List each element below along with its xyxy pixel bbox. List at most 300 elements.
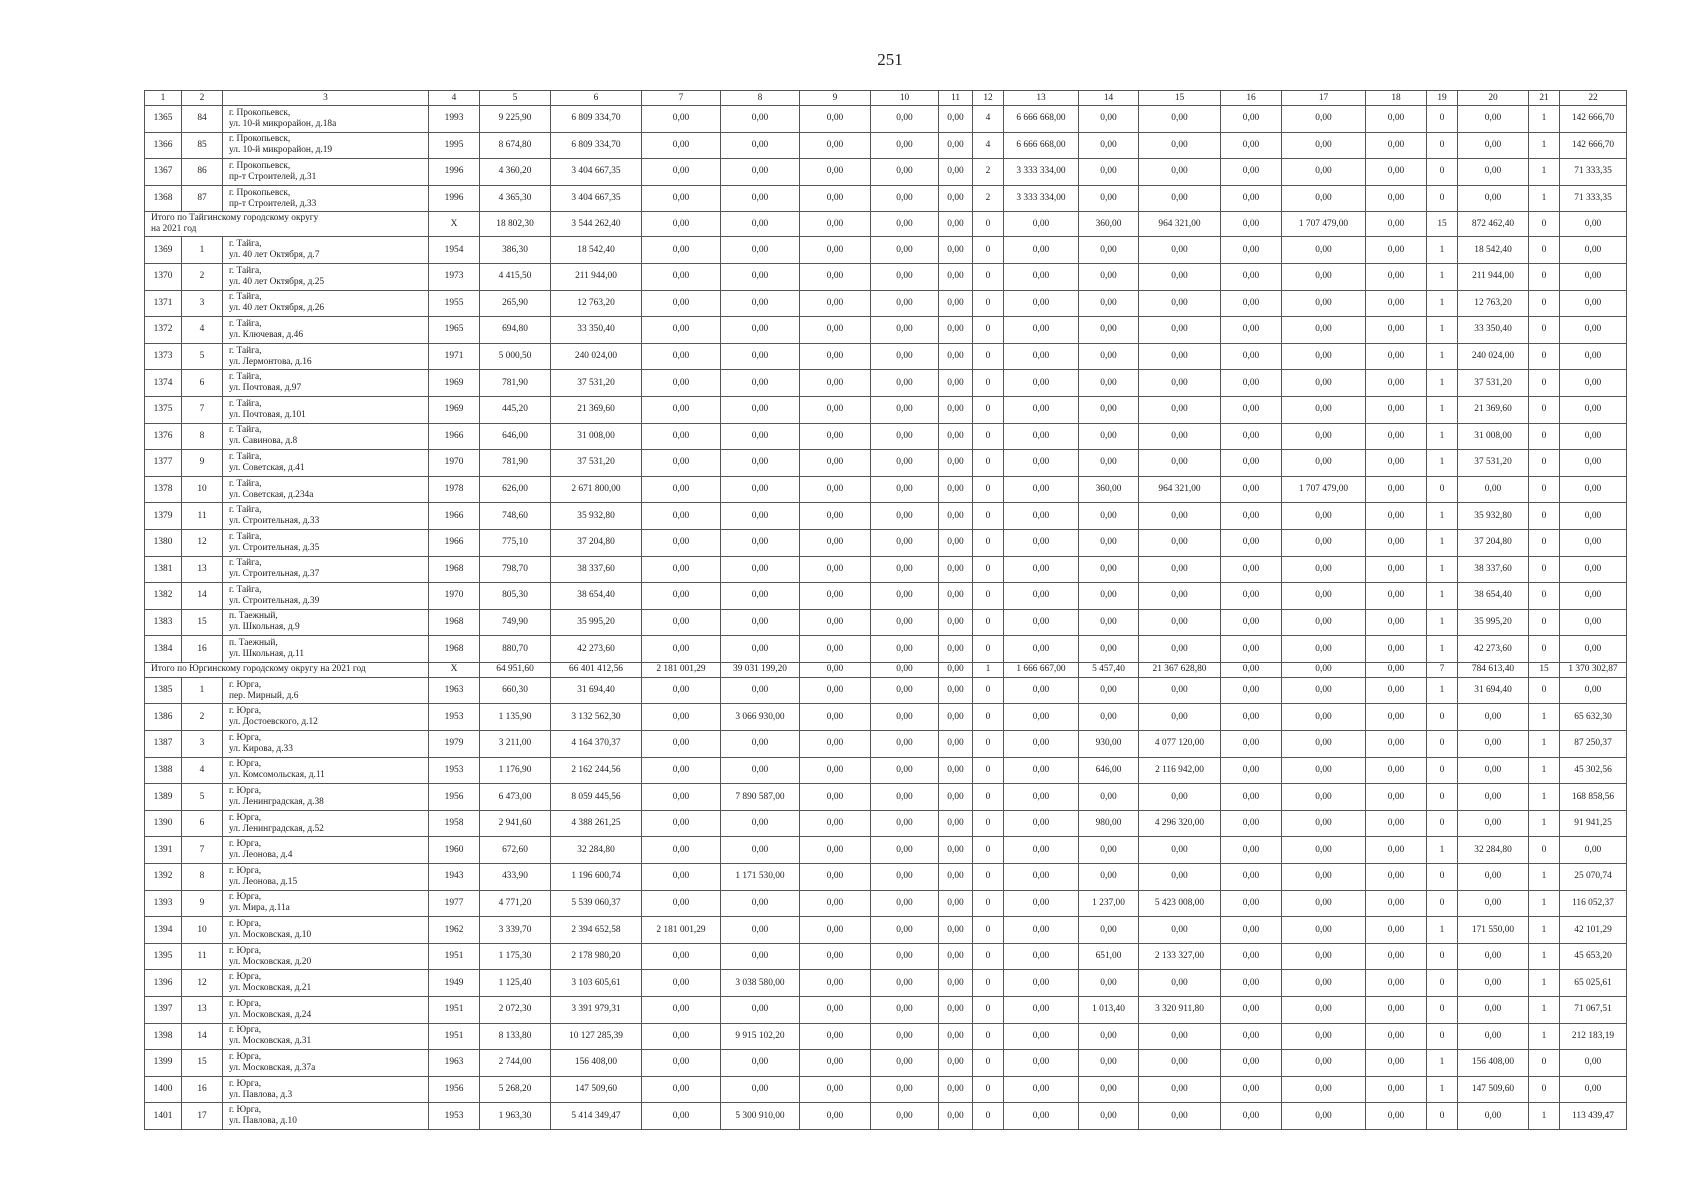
value-cell-15: 4 296 320,00 (1139, 810, 1221, 837)
value-cell-16: 0,00 (1221, 290, 1282, 317)
value-cell-13: 0,00 (1004, 864, 1079, 891)
address-cell (223, 132, 429, 159)
value-cell-19: 0 (1427, 1103, 1458, 1130)
value-cell-16: 0,00 (1221, 1103, 1282, 1130)
address-cell (223, 263, 429, 290)
column-number-cell: 19 (1427, 91, 1458, 106)
value-cell-4: 1962 (429, 917, 480, 944)
address-street: ул. Советская, д.234а (229, 489, 314, 500)
value-cell-4: 1970 (429, 450, 480, 477)
value-cell-16: 0,00 (1221, 890, 1282, 917)
value-cell-21: 1 (1529, 1023, 1560, 1050)
value-cell-13: 0,00 (1004, 704, 1079, 731)
value-cell-17: 0,00 (1282, 450, 1366, 477)
address-street: ул. Московская, д.24 (229, 1009, 312, 1020)
value-cell-10: 0,00 (871, 106, 939, 133)
value-cell-15: 0,00 (1139, 636, 1221, 663)
value-cell-20: 0,00 (1458, 864, 1529, 891)
value-cell-6: 3 404 667,35 (551, 185, 642, 212)
row-number-cell: 1380 (145, 529, 182, 556)
value-cell-17: 0,00 (1282, 917, 1366, 944)
row-number-cell: 1372 (145, 317, 182, 344)
value-cell-15: 0,00 (1139, 677, 1221, 704)
value-cell-14: 0,00 (1079, 317, 1139, 344)
value-cell-18: 0,00 (1366, 263, 1427, 290)
value-cell-20: 0,00 (1458, 106, 1529, 133)
value-cell-15: 21 367 628,80 (1139, 662, 1221, 677)
table-row (145, 731, 1627, 758)
total-row (145, 662, 1627, 677)
row-number-cell: 1394 (145, 917, 182, 944)
value-cell-17: 0,00 (1282, 757, 1366, 784)
local-number-cell: 12 (182, 529, 223, 556)
value-cell-14: 0,00 (1079, 423, 1139, 450)
local-number-cell: 7 (182, 396, 223, 423)
value-cell-21: 1 (1529, 890, 1560, 917)
value-cell-4: 1951 (429, 943, 480, 970)
row-number-cell: 1382 (145, 583, 182, 610)
value-cell-4: 1971 (429, 343, 480, 370)
address-city: г. Тайга, (229, 318, 262, 329)
value-cell-21: 1 (1529, 864, 1560, 891)
value-cell-19: 1 (1427, 1076, 1458, 1103)
value-cell-22: 0,00 (1560, 503, 1627, 530)
value-cell-22: 65 632,30 (1560, 704, 1627, 731)
value-cell-15: 0,00 (1139, 343, 1221, 370)
value-cell-12: 0 (973, 784, 1004, 811)
value-cell-20: 240 024,00 (1458, 343, 1529, 370)
value-cell-8: 0,00 (721, 185, 800, 212)
column-number-cell: 8 (721, 91, 800, 106)
address-city: г. Прокопьевск, (229, 187, 291, 198)
value-cell-22: 0,00 (1560, 677, 1627, 704)
address-city: г. Юрга, (229, 732, 262, 743)
value-cell-6: 12 763,20 (551, 290, 642, 317)
value-cell-16: 0,00 (1221, 343, 1282, 370)
table-row (145, 503, 1627, 530)
value-cell-19: 7 (1427, 662, 1458, 677)
local-number-cell: 7 (182, 837, 223, 864)
value-cell-9: 0,00 (800, 343, 871, 370)
value-cell-11: 0,00 (939, 1050, 973, 1077)
value-cell-13: 0,00 (1004, 1023, 1079, 1050)
value-cell-5: 433,90 (480, 864, 551, 891)
value-cell-17: 0,00 (1282, 636, 1366, 663)
value-cell-5: 445,20 (480, 396, 551, 423)
value-cell-9: 0,00 (800, 317, 871, 344)
value-cell-17: 0,00 (1282, 583, 1366, 610)
value-cell-12: 0 (973, 704, 1004, 731)
value-cell-21: 1 (1529, 1103, 1560, 1130)
value-cell-18: 0,00 (1366, 864, 1427, 891)
value-cell-22: 65 025,61 (1560, 970, 1627, 997)
value-cell-22: 0,00 (1560, 423, 1627, 450)
value-cell-9: 0,00 (800, 450, 871, 477)
value-cell-16: 0,00 (1221, 583, 1282, 610)
column-number-cell: 13 (1004, 91, 1079, 106)
address-city: г. Тайга, (229, 425, 262, 436)
value-cell-7: 0,00 (642, 237, 721, 264)
value-cell-16: 0,00 (1221, 396, 1282, 423)
value-cell-12: 0 (973, 677, 1004, 704)
value-cell-8: 0,00 (721, 396, 800, 423)
value-cell-13: 0,00 (1004, 636, 1079, 663)
address-city: г. Тайга, (229, 239, 262, 250)
value-cell-7: 0,00 (642, 864, 721, 891)
value-cell-12: 0 (973, 997, 1004, 1024)
value-cell-14: 0,00 (1079, 1050, 1139, 1077)
value-cell-6: 32 284,80 (551, 837, 642, 864)
table-row (145, 636, 1627, 663)
address-city: г. Юрга, (229, 919, 262, 930)
address-street: ул. Павлова, д.3 (229, 1089, 293, 1100)
value-cell-22: 45 653,20 (1560, 943, 1627, 970)
value-cell-8: 0,00 (721, 159, 800, 186)
value-cell-19: 1 (1427, 423, 1458, 450)
value-cell-13: 0,00 (1004, 997, 1079, 1024)
row-number-cell: 1396 (145, 970, 182, 997)
value-cell-11: 0,00 (939, 837, 973, 864)
value-cell-6: 8 059 445,56 (551, 784, 642, 811)
address-street: ул. Лермонтова, д.16 (229, 356, 312, 367)
row-number-cell: 1366 (145, 132, 182, 159)
value-cell-13: 0,00 (1004, 784, 1079, 811)
value-cell-15: 0,00 (1139, 450, 1221, 477)
value-cell-10: 0,00 (871, 132, 939, 159)
value-cell-17: 1 707 479,00 (1282, 212, 1366, 237)
address-street: ул. Строительная, д.37 (229, 569, 320, 580)
value-cell-9: 0,00 (800, 423, 871, 450)
local-number-cell: 9 (182, 890, 223, 917)
value-cell-10: 0,00 (871, 476, 939, 503)
value-cell-7: 0,00 (642, 132, 721, 159)
value-cell-5: 5 000,50 (480, 343, 551, 370)
address-city: г. Тайга, (229, 372, 262, 383)
value-cell-18: 0,00 (1366, 1023, 1427, 1050)
address-cell (223, 1050, 429, 1077)
table-row (145, 677, 1627, 704)
address-street: ул. Московская, д.20 (229, 956, 312, 967)
value-cell-15: 0,00 (1139, 132, 1221, 159)
value-cell-5: 1 963,30 (480, 1103, 551, 1130)
address-street: ул. Почтовая, д.101 (229, 409, 306, 420)
value-cell-4: 1977 (429, 890, 480, 917)
column-number-cell: 7 (642, 91, 721, 106)
value-cell-21: 1 (1529, 731, 1560, 758)
value-cell-15: 0,00 (1139, 917, 1221, 944)
value-cell-18: 0,00 (1366, 476, 1427, 503)
value-cell-11: 0,00 (939, 237, 973, 264)
row-number-cell: 1378 (145, 476, 182, 503)
address-cell (223, 370, 429, 397)
value-cell-18: 0,00 (1366, 757, 1427, 784)
value-cell-22: 0,00 (1560, 290, 1627, 317)
value-cell-16: 0,00 (1221, 704, 1282, 731)
value-cell-21: 1 (1529, 970, 1560, 997)
column-number-cell: 4 (429, 91, 480, 106)
value-cell-14: 1 013,40 (1079, 997, 1139, 1024)
value-cell-15: 0,00 (1139, 290, 1221, 317)
value-cell-9: 0,00 (800, 396, 871, 423)
value-cell-7: 0,00 (642, 450, 721, 477)
row-number-cell: 1365 (145, 106, 182, 133)
value-cell-22: 0,00 (1560, 317, 1627, 344)
value-cell-4: 1954 (429, 237, 480, 264)
value-cell-16: 0,00 (1221, 943, 1282, 970)
value-cell-10: 0,00 (871, 997, 939, 1024)
value-cell-13: 0,00 (1004, 970, 1079, 997)
value-cell-19: 1 (1427, 583, 1458, 610)
local-number-cell: 15 (182, 1050, 223, 1077)
value-cell-18: 0,00 (1366, 132, 1427, 159)
value-cell-20: 0,00 (1458, 704, 1529, 731)
value-cell-9: 0,00 (800, 529, 871, 556)
value-cell-14: 5 457,40 (1079, 662, 1139, 677)
table-row (145, 757, 1627, 784)
value-cell-16: 0,00 (1221, 636, 1282, 663)
row-number-cell: 1385 (145, 677, 182, 704)
value-cell-12: 0 (973, 343, 1004, 370)
address-city: г. Прокопьевск, (229, 134, 291, 145)
value-cell-14: 0,00 (1079, 159, 1139, 186)
value-cell-6: 3 544 262,40 (551, 212, 642, 237)
value-cell-18: 0,00 (1366, 370, 1427, 397)
value-cell-9: 0,00 (800, 290, 871, 317)
value-cell-15: 4 077 120,00 (1139, 731, 1221, 758)
value-cell-22: 0,00 (1560, 529, 1627, 556)
value-cell-13: 0,00 (1004, 396, 1079, 423)
value-cell-9: 0,00 (800, 677, 871, 704)
value-cell-13: 0,00 (1004, 677, 1079, 704)
value-cell-8: 0,00 (721, 1050, 800, 1077)
value-cell-16: 0,00 (1221, 677, 1282, 704)
column-number-cell: 18 (1366, 91, 1427, 106)
table-row (145, 132, 1627, 159)
value-cell-4: 1993 (429, 106, 480, 133)
column-number-cell: 6 (551, 91, 642, 106)
local-number-cell: 16 (182, 636, 223, 663)
value-cell-21: 0 (1529, 583, 1560, 610)
value-cell-12: 0 (973, 1103, 1004, 1130)
address-street: ул. Мира, д.11а (229, 903, 290, 914)
value-cell-13: 0,00 (1004, 1103, 1079, 1130)
value-cell-8: 0,00 (721, 450, 800, 477)
address-street: ул. Строительная, д.39 (229, 595, 320, 606)
value-cell-13: 0,00 (1004, 556, 1079, 583)
table-row (145, 810, 1627, 837)
value-cell-6: 3 391 979,31 (551, 997, 642, 1024)
value-cell-21: 1 (1529, 704, 1560, 731)
address-street: ул. 40 лет Октября, д.26 (229, 303, 325, 314)
row-number-cell: 1370 (145, 263, 182, 290)
local-number-cell: 16 (182, 1076, 223, 1103)
value-cell-18: 0,00 (1366, 810, 1427, 837)
value-cell-9: 0,00 (800, 890, 871, 917)
value-cell-5: 694,80 (480, 317, 551, 344)
address-street: ул. Строительная, д.35 (229, 542, 320, 553)
value-cell-12: 0 (973, 212, 1004, 237)
value-cell-21: 0 (1529, 1076, 1560, 1103)
value-cell-14: 0,00 (1079, 370, 1139, 397)
value-cell-19: 1 (1427, 343, 1458, 370)
value-cell-19: 1 (1427, 370, 1458, 397)
column-number-cell: 2 (182, 91, 223, 106)
value-cell-6: 2 394 652,58 (551, 917, 642, 944)
value-cell-12: 2 (973, 159, 1004, 186)
value-cell-19: 0 (1427, 185, 1458, 212)
value-cell-20: 0,00 (1458, 476, 1529, 503)
address-cell (223, 757, 429, 784)
value-cell-13: 0,00 (1004, 810, 1079, 837)
row-number-cell: 1379 (145, 503, 182, 530)
value-cell-15: 0,00 (1139, 784, 1221, 811)
address-street: ул. Леонова, д.4 (229, 850, 293, 861)
address-cell (223, 609, 429, 636)
local-number-cell: 3 (182, 290, 223, 317)
value-cell-11: 0,00 (939, 503, 973, 530)
value-cell-17: 0,00 (1282, 132, 1366, 159)
value-cell-5: 2 744,00 (480, 1050, 551, 1077)
value-cell-11: 0,00 (939, 476, 973, 503)
value-cell-11: 0,00 (939, 1023, 973, 1050)
value-cell-15: 0,00 (1139, 864, 1221, 891)
row-number-cell: 1392 (145, 864, 182, 891)
value-cell-11: 0,00 (939, 704, 973, 731)
value-cell-7: 0,00 (642, 636, 721, 663)
value-cell-14: 0,00 (1079, 237, 1139, 264)
value-cell-18: 0,00 (1366, 106, 1427, 133)
value-cell-7: 0,00 (642, 290, 721, 317)
value-cell-12: 0 (973, 290, 1004, 317)
value-cell-13: 3 333 334,00 (1004, 159, 1079, 186)
value-cell-10: 0,00 (871, 1076, 939, 1103)
address-city: г. Юрга, (229, 1025, 262, 1036)
value-cell-5: 880,70 (480, 636, 551, 663)
address-street: ул. Достоевского, д.12 (229, 717, 318, 728)
value-cell-16: 0,00 (1221, 784, 1282, 811)
value-cell-19: 0 (1427, 970, 1458, 997)
value-cell-15: 2 116 942,00 (1139, 757, 1221, 784)
value-cell-18: 0,00 (1366, 159, 1427, 186)
value-cell-7: 0,00 (642, 343, 721, 370)
value-cell-10: 0,00 (871, 890, 939, 917)
value-cell-15: 0,00 (1139, 159, 1221, 186)
value-cell-9: 0,00 (800, 970, 871, 997)
value-cell-8: 7 890 587,00 (721, 784, 800, 811)
value-cell-12: 0 (973, 450, 1004, 477)
row-number-cell: 1374 (145, 370, 182, 397)
value-cell-9: 0,00 (800, 1103, 871, 1130)
address-cell (223, 943, 429, 970)
value-cell-11: 0,00 (939, 317, 973, 344)
value-cell-9: 0,00 (800, 997, 871, 1024)
value-cell-5: 386,30 (480, 237, 551, 264)
value-cell-17: 0,00 (1282, 290, 1366, 317)
value-cell-8: 0,00 (721, 890, 800, 917)
value-cell-10: 0,00 (871, 731, 939, 758)
value-cell-16: 0,00 (1221, 132, 1282, 159)
local-number-cell: 86 (182, 159, 223, 186)
value-cell-21: 1 (1529, 917, 1560, 944)
value-cell-12: 0 (973, 237, 1004, 264)
local-number-cell: 14 (182, 583, 223, 610)
value-cell-8: 0,00 (721, 997, 800, 1024)
address-cell (223, 343, 429, 370)
value-cell-19: 1 (1427, 677, 1458, 704)
value-cell-15: 2 133 327,00 (1139, 943, 1221, 970)
value-cell-20: 156 408,00 (1458, 1050, 1529, 1077)
local-number-cell: 2 (182, 263, 223, 290)
value-cell-11: 0,00 (939, 529, 973, 556)
value-cell-14: 0,00 (1079, 837, 1139, 864)
value-cell-9: 0,00 (800, 1050, 871, 1077)
value-cell-5: 1 125,40 (480, 970, 551, 997)
value-cell-13: 0,00 (1004, 343, 1079, 370)
value-cell-4: 1958 (429, 810, 480, 837)
value-cell-22: 0,00 (1560, 636, 1627, 663)
value-cell-4: 1953 (429, 757, 480, 784)
value-cell-15: 0,00 (1139, 529, 1221, 556)
value-cell-17: 0,00 (1282, 237, 1366, 264)
value-cell-5: 748,60 (480, 503, 551, 530)
value-cell-4: 1956 (429, 784, 480, 811)
value-cell-13: 0,00 (1004, 476, 1079, 503)
address-street: пр-т Строителей, д.33 (229, 198, 317, 209)
address-city: п. Таежный, (229, 638, 278, 649)
value-cell-21: 1 (1529, 997, 1560, 1024)
total-label-year: на 2021 год (151, 224, 197, 235)
value-cell-5: 4 415,50 (480, 263, 551, 290)
address-cell (223, 423, 429, 450)
value-cell-8: 0,00 (721, 583, 800, 610)
value-cell-21: 1 (1529, 159, 1560, 186)
value-cell-7: 0,00 (642, 212, 721, 237)
value-cell-14: 0,00 (1079, 609, 1139, 636)
value-cell-22: 71 067,51 (1560, 997, 1627, 1024)
value-cell-16: 0,00 (1221, 529, 1282, 556)
value-cell-8: 0,00 (721, 810, 800, 837)
address-cell (223, 503, 429, 530)
value-cell-20: 33 350,40 (1458, 317, 1529, 344)
value-cell-4: 1963 (429, 677, 480, 704)
total-row (145, 212, 1627, 237)
value-cell-20: 0,00 (1458, 185, 1529, 212)
value-cell-8: 0,00 (721, 237, 800, 264)
value-cell-19: 0 (1427, 476, 1458, 503)
value-cell-19: 1 (1427, 263, 1458, 290)
value-cell-14: 0,00 (1079, 132, 1139, 159)
value-cell-15: 0,00 (1139, 704, 1221, 731)
value-cell-15: 0,00 (1139, 1023, 1221, 1050)
value-cell-6: 2 671 800,00 (551, 476, 642, 503)
value-cell-14: 0,00 (1079, 450, 1139, 477)
total-label-cell (145, 212, 429, 237)
value-cell-7: 0,00 (642, 396, 721, 423)
value-cell-16: 0,00 (1221, 1023, 1282, 1050)
value-cell-6: 37 531,20 (551, 450, 642, 477)
value-cell-21: 0 (1529, 609, 1560, 636)
table-row (145, 1023, 1627, 1050)
value-cell-8: 0,00 (721, 212, 800, 237)
value-cell-4: 1969 (429, 396, 480, 423)
value-cell-18: 0,00 (1366, 997, 1427, 1024)
address-street: ул. Леонова, д.15 (229, 876, 298, 887)
value-cell-5: 2 072,30 (480, 997, 551, 1024)
value-cell-16: 0,00 (1221, 185, 1282, 212)
value-cell-10: 0,00 (871, 810, 939, 837)
address-cell (223, 159, 429, 186)
value-cell-21: 0 (1529, 290, 1560, 317)
